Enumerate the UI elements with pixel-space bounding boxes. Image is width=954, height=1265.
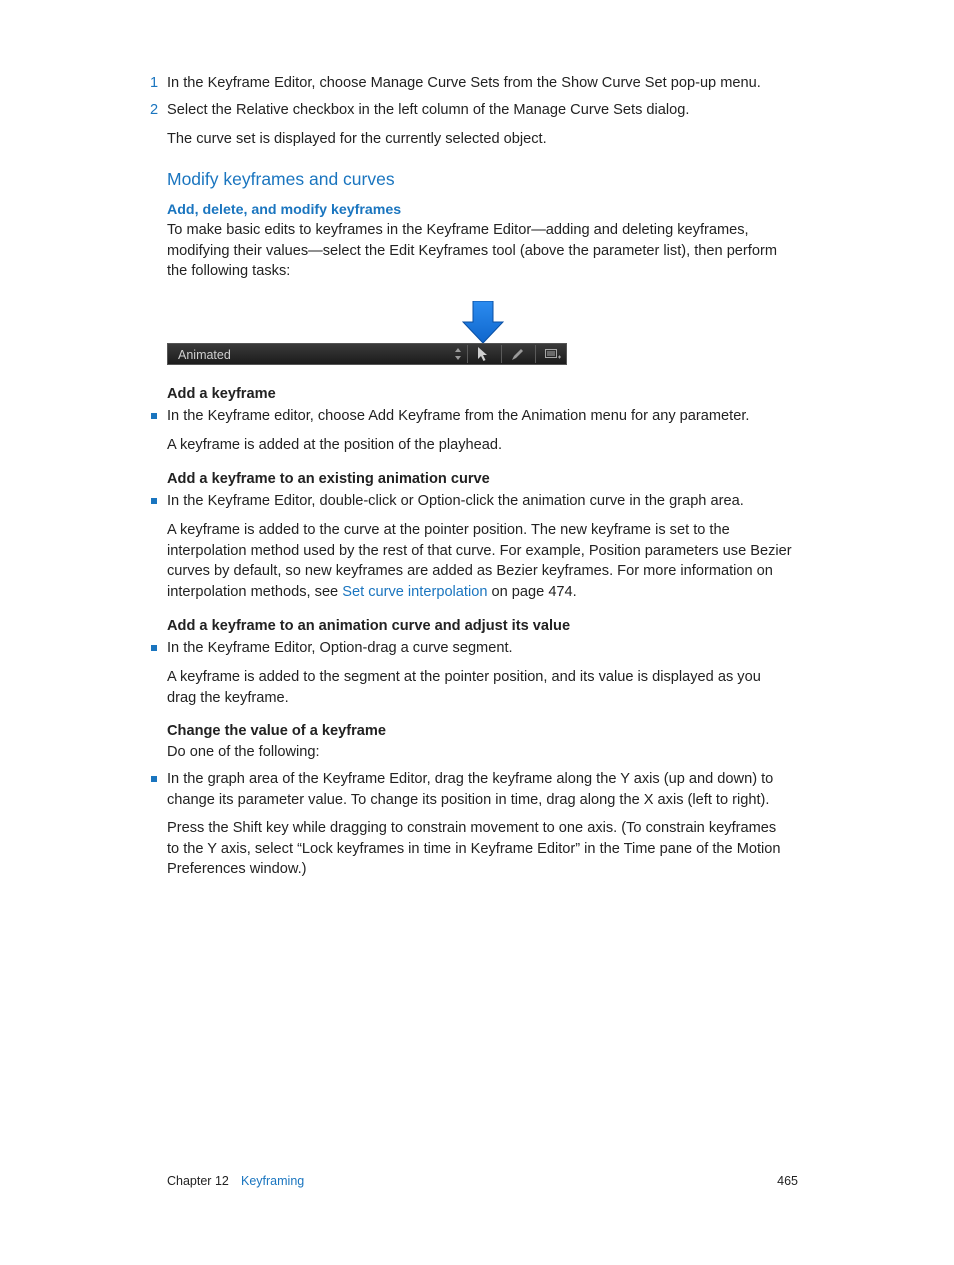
footer-chapter-title[interactable]: Keyframing	[241, 1174, 305, 1188]
bullet-marker	[151, 413, 157, 419]
subsection-title: Add, delete, and modify keyframes	[167, 202, 402, 218]
task-heading-change-keyframe-value: Change the value of a keyframe	[167, 723, 386, 739]
popup-stepper-icon[interactable]	[454, 347, 462, 361]
step-2-text: Select the Relative checkbox in the left column of the Manage Curve Sets dialog.	[167, 102, 690, 118]
task-1-result: A keyframe is added at the position of the playhead.	[167, 437, 503, 453]
task-heading-add-keyframe-adjust-value: Add a keyframe to an animation curve and adjust its value	[167, 618, 571, 634]
step-note: The curve set is displayed for the currently selected object.	[167, 131, 547, 147]
task-heading-add-keyframe: Add a keyframe	[167, 386, 276, 402]
task-2-result: A keyframe is added to the curve at the pointer position. The new keyframe is set to the interpolation method used by the rest of that curve. For example, Position parameters use Bezier curves by default, so new keyframes are added as Bezier keyframes. For more information on interpolation methods, see Set curve interpolation on page 474.	[167, 522, 792, 600]
task-2-bullet: In the Keyframe Editor, double-click or Option-click the animation curve in the graph area.	[167, 493, 744, 509]
bullet-marker	[151, 776, 157, 782]
set-curve-interpolation-link[interactable]: Set curve interpolation	[342, 583, 488, 600]
intro-paragraph: To make basic edits to keyframes in the Keyframe Editor—adding and deleting keyframes, modifying their values—select the Edit Keyframes tool (above the parameter list), then perform the following tasks:	[167, 222, 777, 280]
task-3-result: A keyframe is added to the segment at the pointer position, and its value is displayed as you drag the keyframe.	[167, 669, 761, 706]
page-number: 465	[777, 1174, 798, 1188]
footer-chapter: Chapter 12	[167, 1174, 229, 1188]
step-1-text: In the Keyframe Editor, choose Manage Curve Sets from the Show Curve Set pop-up menu.	[167, 75, 761, 91]
bullet-marker	[151, 498, 157, 504]
toolbar-divider	[467, 345, 468, 363]
curve-set-popup[interactable]: Animated	[178, 348, 231, 362]
blue-down-arrow-icon	[462, 301, 504, 344]
bullet-marker	[151, 645, 157, 651]
step-number-2: 2	[150, 102, 159, 118]
toolbar-divider	[501, 345, 502, 363]
task-4-lead: Do one of the following:	[167, 744, 320, 760]
task-4-bullet: In the graph area of the Keyframe Editor, drag the keyframe along the Y axis (up and down) to change its parameter value. To change its position in time, drag along the X axis (left to right).	[167, 771, 774, 808]
task-3-bullet: In the Keyframe Editor, Option-drag a curve segment.	[167, 640, 513, 656]
transform-keyframes-box-icon[interactable]	[544, 346, 562, 362]
edit-keyframes-pointer-icon[interactable]	[475, 346, 489, 362]
task-1-bullet: In the Keyframe editor, choose Add Keyframe from the Animation menu for any parameter.	[167, 408, 750, 424]
toolbar-divider	[535, 345, 536, 363]
step-number-1: 1	[150, 75, 159, 91]
sketch-keyframes-pen-icon[interactable]	[510, 346, 526, 362]
task-4-result: Press the Shift key while dragging to constrain movement to one axis. (To constrain keyframes to the Y axis, select “Lock keyframes in time in Keyframe Editor” in the Time pane of the Motion Preferences window.)	[167, 820, 781, 878]
task-heading-add-keyframe-existing-curve: Add a keyframe to an existing animation curve	[167, 471, 490, 487]
section-title: Modify keyframes and curves	[167, 169, 395, 189]
keyframe-editor-toolbar	[167, 343, 567, 365]
